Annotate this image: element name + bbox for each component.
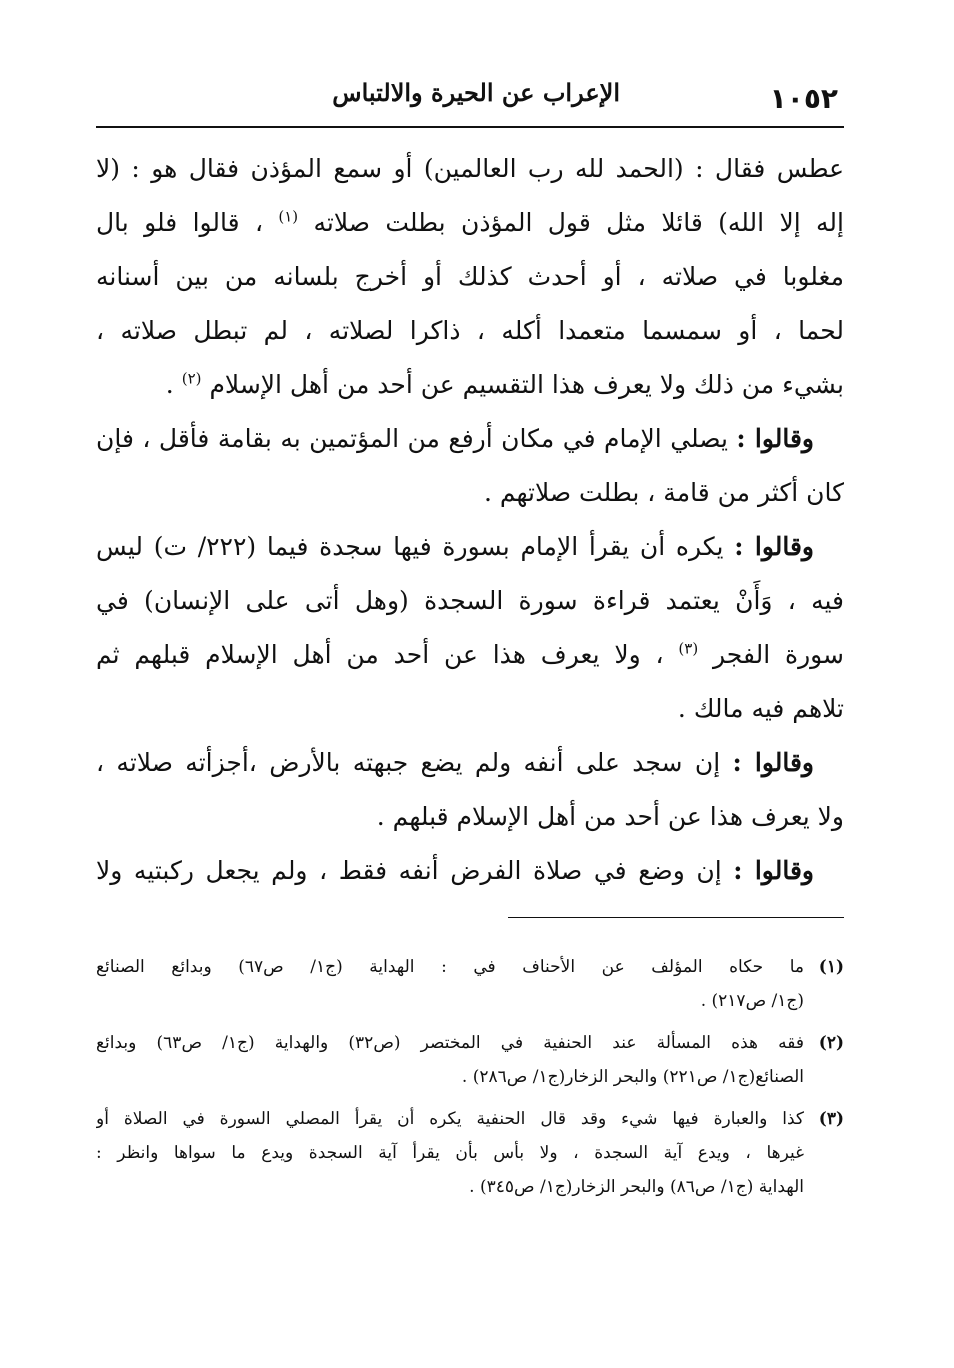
text-line xyxy=(96,196,844,250)
paragraph-lead: وقالوا : xyxy=(736,424,814,453)
paragraph-lead: وقالوا : xyxy=(734,532,814,561)
text-line xyxy=(96,358,844,412)
text-line: عطس فقال : (الحمد لله رب العالمين) أو سمع المؤذن فقال هو : (لا xyxy=(96,154,844,183)
text-segment: يكره أن يقرأ الإمام بسورة فيها سجدة فيما (٢٢٢/ ت) ليس xyxy=(96,532,724,561)
text-line xyxy=(96,736,844,790)
page-number: ١٠٥٢ xyxy=(769,82,838,115)
footnote-line: كذا والعبارة فيها شيء وقد قال الحنفية يكره أن يقرأ المصلي السورة في الصلاة أو xyxy=(96,1109,804,1129)
text-line: كان أكثر من قامة ، بطلت صلاتهم . xyxy=(483,478,844,507)
footnote-number: (٣) xyxy=(818,1109,844,1129)
text-line: مغلوبا في صلاته ، أو أحدث كذلك أو أخرج بلسانه من بين أسنانه xyxy=(96,262,844,291)
footnote-number: (١) xyxy=(818,957,844,977)
text-segment: إن سجد على أنفه ولم يضع جبهته بالأرض ،أجزأته صلاته ، xyxy=(96,748,721,777)
footnote-line: ما حكاه المؤلف عن الأحناف في : الهداية (ج١/ ص٦٧) وبدائع الصنائع xyxy=(96,957,804,977)
text-segment: إله إلا الله) قائلا مثل قول المؤذن بطلت صلاته xyxy=(313,208,844,237)
footnote-line: الهداية (ج١/ ص٨٦) والبحر الزخار(ج١/ ص٣٤٥) . xyxy=(469,1177,804,1197)
text-line xyxy=(96,520,844,574)
footnote-line: (ج١/ ص٢١٧) . xyxy=(700,991,804,1011)
text-segment: بشيء من ذلك ولا يعرف هذا التقسيم عن أحد من أهل الإسلام xyxy=(209,370,844,399)
footnote-2 xyxy=(96,1026,844,1094)
footnote-ref-3[interactable]: (٣) xyxy=(678,639,699,658)
text-line: تلاهم فيه مالك . xyxy=(677,694,844,723)
page-header xyxy=(96,70,844,128)
text-segment: ، قالوا فلو بال xyxy=(96,208,264,237)
text-line xyxy=(96,844,844,898)
text-line: فيه ، وَأَنْ يعتمد قراءة سورة السجدة (وهل أتى على الإنسان) في xyxy=(96,586,844,615)
text-segment: يصلي الإمام في مكان أرفع من المؤتمين به بقامة فأقل ، فإن xyxy=(96,424,728,453)
footnotes xyxy=(96,950,844,1212)
text-segment: . xyxy=(165,370,174,399)
footnote-separator xyxy=(508,917,844,918)
paragraph-lead: وقالوا : xyxy=(732,748,814,777)
text-segment: إن وضع في صلاة الفرض أنفه فقط ، ولم يجعل ركبتيه ولا xyxy=(96,856,722,885)
paragraph-lead: وقالوا : xyxy=(733,856,814,885)
running-title: الإعراب عن الحيرة والالتباس xyxy=(332,78,620,107)
footnote-number: (٢) xyxy=(818,1033,844,1053)
text-line xyxy=(96,412,844,466)
footnote-ref-1[interactable]: (١) xyxy=(278,207,299,226)
text-line: لحما ، أو سمسما متعمدا أكله ، ذاكرا لصلاته ، لم تبطل صلاته ، xyxy=(96,316,844,345)
footnote-1 xyxy=(96,950,844,1018)
footnote-line: غيرها ، ويدع آية السجدة ، ولا بأس بأن يقرأ آية السجدة ويدع ما سواها وانظر : xyxy=(96,1143,804,1163)
main-text xyxy=(96,142,844,898)
footnote-line: الصنائع(ج١/ ص٢٢١) والبحر الزخار(ج١/ ص٢٨٦) . xyxy=(461,1067,804,1087)
footnote-ref-2[interactable]: (٢) xyxy=(181,369,202,388)
text-line xyxy=(96,628,844,682)
text-segment: ، ولا يعرف هذا عن أحد من أهل الإسلام قبلهم ثم xyxy=(96,640,664,669)
text-segment: سورة الفجر xyxy=(713,640,844,669)
header-rule xyxy=(96,126,844,128)
text-line: ولا يعرف هذا عن أحد من أهل الإسلام قبلهم . xyxy=(376,802,844,831)
footnote-line: فقه هذه المسألة عند الحنفية في المختصر (ص٣٢) والهداية (ج١/ ص٦٣) وبدائع xyxy=(96,1033,804,1053)
footnote-3 xyxy=(96,1102,844,1204)
